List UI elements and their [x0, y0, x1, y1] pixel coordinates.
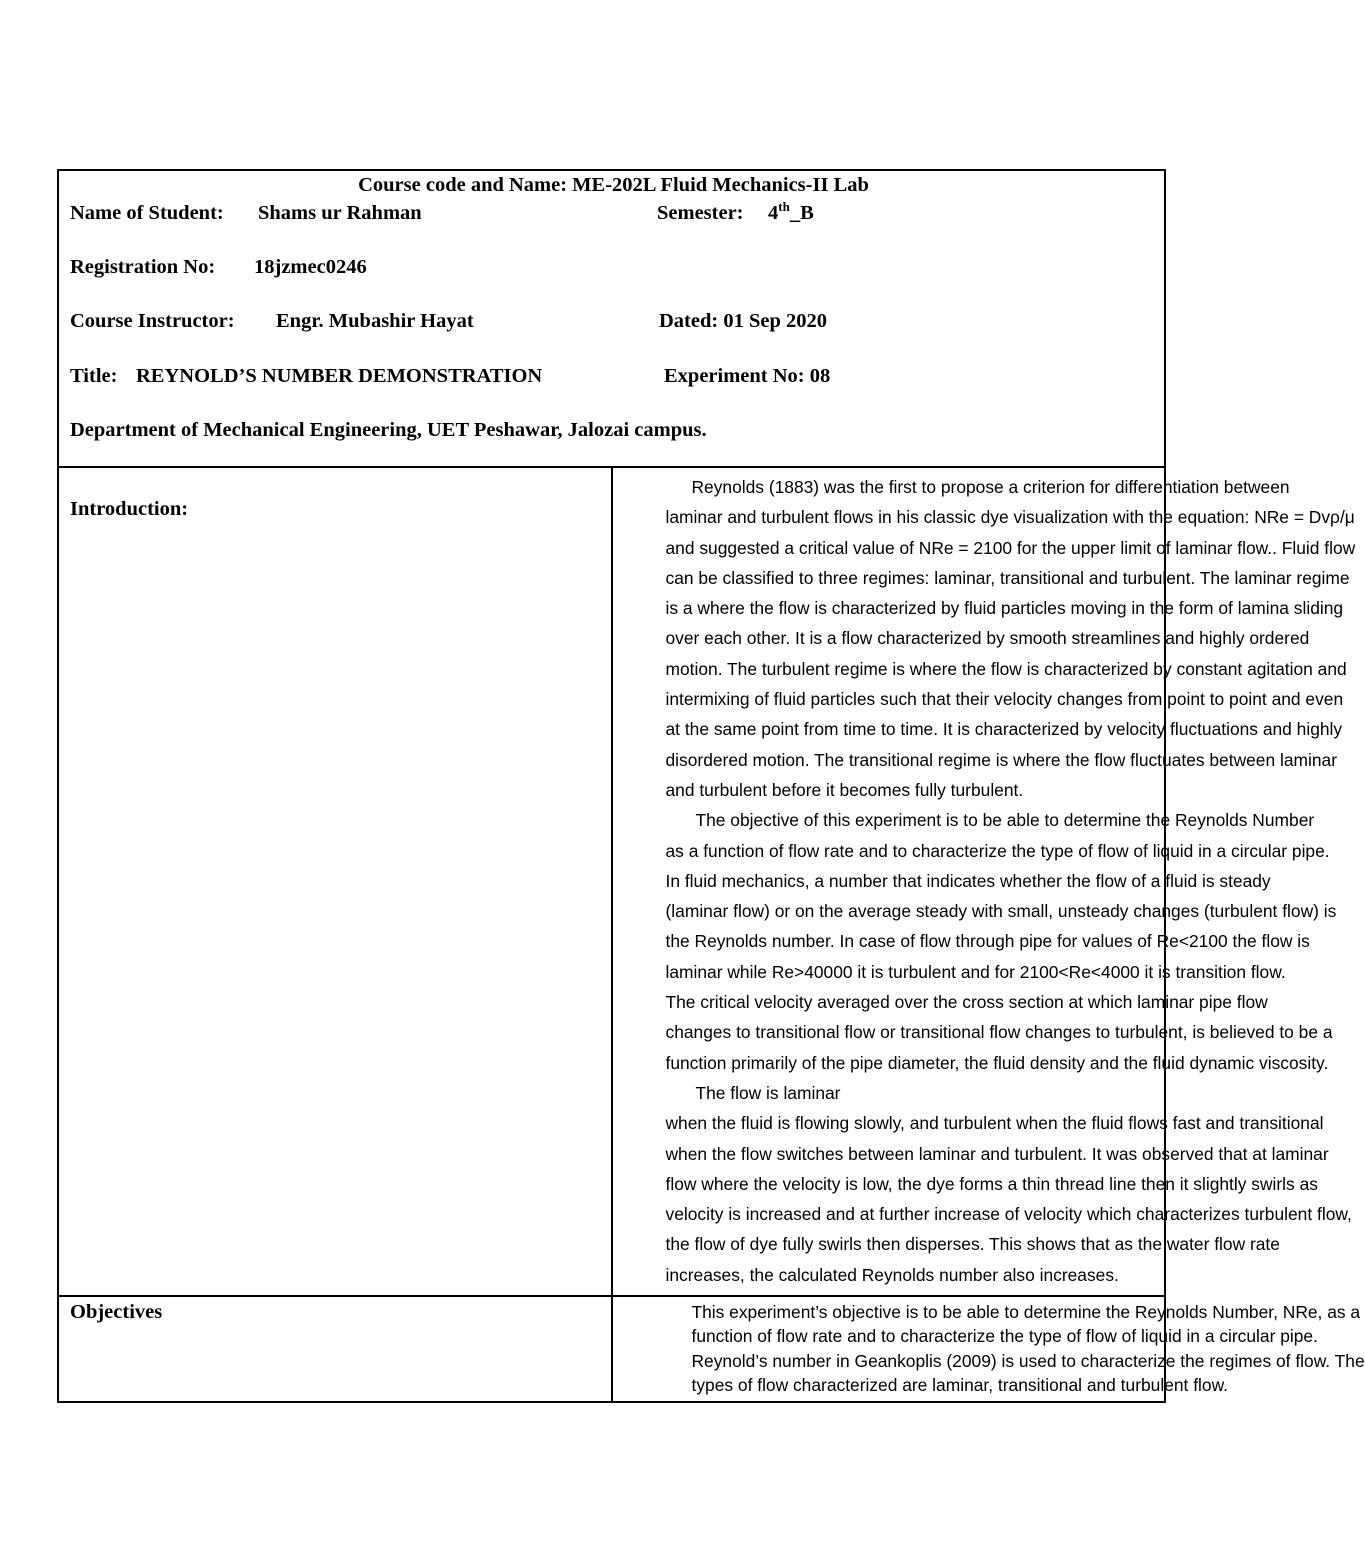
paragraph-line: laminar while Re>40000 it is turbulent and for 2100<Re<4000 it is transition flow.	[665, 961, 1286, 982]
paragraph-line: disordered motion. The transitional regime is where the flow fluctuates between laminar	[665, 749, 1337, 770]
experiment-title: REYNOLD’S NUMBER DEMONSTRATION	[136, 365, 543, 387]
paragraph-line: The critical velocity averaged over the cross section at which laminar pipe flow	[665, 992, 1268, 1013]
paragraph-line: Reynolds (1883) was the first to propose a criterion for differentiation between	[691, 477, 1290, 497]
paragraph-line: and turbulent before it becomes fully turbulent.	[665, 779, 1024, 800]
registration-label: Registration No:	[70, 256, 216, 278]
registration-number: 18jzmec0246	[254, 256, 367, 278]
paragraph-line: changes to transitional flow or transitional flow changes to turbulent, is believed to be a	[665, 1022, 1333, 1043]
paragraph-line: can be classified to three regimes: laminar, transitional and turbulent. The laminar regime	[665, 567, 1350, 588]
semester-value	[768, 199, 814, 225]
introduction-text	[613, 468, 1356, 1295]
objectives-text	[613, 1297, 1365, 1401]
introduction-text-cell	[612, 467, 1356, 1296]
semester-label: Semester:	[657, 202, 744, 224]
introduction-label-cell	[58, 467, 612, 1296]
objectives-text-cell	[612, 1296, 1365, 1402]
paragraph-line: when the fluid is flowing slowly, and turbulent when the fluid flows fast and transitional	[665, 1113, 1324, 1134]
objectives-label: Objectives	[70, 1301, 163, 1324]
paragraph-line: (laminar flow) or on the average steady with small, unsteady changes (turbulent flow) is	[665, 901, 1337, 922]
paragraph-line: as a function of flow rate and to characterize the type of flow of liquid in a circular pipe.	[665, 840, 1330, 861]
paragraph-line: and suggested a critical value of NRe = 2100 for the upper limit of laminar flow.. Fluid flow	[665, 537, 1356, 558]
introduction-label: Introduction:	[70, 498, 189, 520]
paragraph-line: function of flow rate and to characterize the type of flow of liquid in a circular pipe.	[691, 1326, 1318, 1347]
header-row	[58, 170, 1165, 467]
paragraph-line: This experiment’s objective is to be able to determine the Reynolds Number, NRe, as a	[691, 1302, 1361, 1323]
objectives-row	[58, 1296, 1165, 1402]
paragraph-line: flow where the velocity is low, the dye forms a thin thread line then it slightly swirls as	[665, 1173, 1318, 1194]
paragraph-line: motion. The turbulent regime is where the flow is characterized by constant agitation and	[665, 658, 1347, 679]
paragraph-line: is a where the flow is characterized by fluid particles moving in the form of lamina sliding	[665, 598, 1344, 619]
paragraph-line: The objective of this experiment is to be able to determine the Reynolds Number	[695, 810, 1315, 831]
course-line: Course code and Name: ME-202L Fluid Mechanics-II Lab	[358, 174, 869, 196]
paragraph-line: increases, the calculated Reynolds number also increases.	[665, 1264, 1119, 1285]
paragraph-line: In fluid mechanics, a number that indicates whether the flow of a fluid is steady	[665, 870, 1271, 891]
lab-report-table	[57, 169, 1365, 1403]
student-name: Shams ur Rahman	[258, 202, 422, 224]
paragraph-line: the flow of dye fully swirls then disperses. This shows that as the water flow rate	[665, 1234, 1280, 1255]
paragraph-line: function primarily of the pipe diameter, the fluid density and the fluid dynamic viscosity.	[665, 1052, 1329, 1073]
paragraph-line: the Reynolds number. In case of flow through pipe for values of Re<2100 the flow is	[665, 931, 1310, 952]
paragraph-line: The flow is laminar	[695, 1082, 841, 1103]
instructor-name: Engr. Mubashir Hayat	[276, 310, 474, 332]
paragraph-line: over each other. It is a flow characterized by smooth streamlines and highly ordered	[665, 628, 1310, 649]
dated: Dated: 01 Sep 2020	[659, 310, 827, 332]
experiment-number: Experiment No: 08	[664, 365, 831, 387]
semester-section: _B	[789, 202, 814, 224]
department: Department of Mechanical Engineering, UET Peshawar, Jalozai campus.	[70, 419, 707, 441]
student-label: Name of Student:	[70, 202, 224, 224]
paragraph-line: laminar and turbulent flows in his classic dye visualization with the equation: NRe = Dvρ/μ	[665, 507, 1355, 528]
paragraph-line: types of flow characterized are laminar, transitional and turbulent flow.	[691, 1375, 1228, 1396]
header-cell	[58, 170, 1165, 467]
paragraph-line: when the flow switches between laminar and turbulent. It was observed that at laminar	[665, 1143, 1329, 1164]
paragraph-line: at the same point from time to time. It is characterized by velocity fluctuations and highly	[665, 719, 1343, 740]
objectives-label-cell	[58, 1296, 612, 1402]
semester-number: 4	[768, 202, 779, 224]
semester-sup: th	[778, 199, 790, 215]
introduction-row	[58, 467, 1165, 1296]
paragraph-line: Reynold’s number in Geankoplis (2009) is used to characterize the regimes of flow. The	[691, 1350, 1365, 1371]
instructor-label: Course Instructor:	[70, 310, 235, 332]
paragraph-line: velocity is increased and at further increase of velocity which characterizes turbulent flow,	[665, 1204, 1352, 1225]
paragraph-line: intermixing of fluid particles such that their velocity changes from point to point and even	[665, 689, 1344, 710]
title-label: Title:	[70, 365, 118, 387]
